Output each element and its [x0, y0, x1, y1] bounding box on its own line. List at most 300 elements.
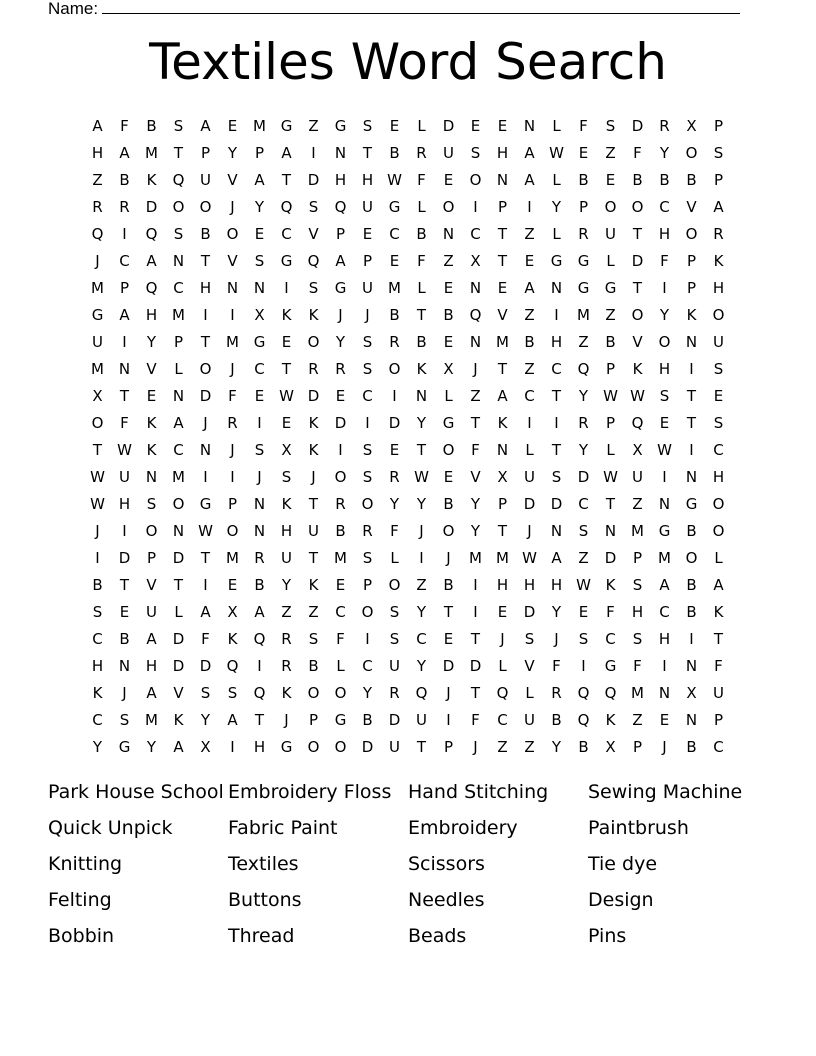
- grid-letter: T: [497, 252, 508, 270]
- grid-letter: W: [603, 387, 618, 405]
- grid-letter: X: [254, 306, 265, 324]
- grid-letter: R: [308, 360, 319, 378]
- grid-letter: C: [416, 630, 427, 648]
- word-list-item: Design: [588, 889, 654, 911]
- grid-letter: S: [362, 441, 373, 459]
- grid-letter: P: [605, 414, 616, 432]
- grid-letter: E: [146, 387, 157, 405]
- grid-letter: Z: [524, 738, 535, 756]
- grid-letter: H: [523, 576, 536, 594]
- grid-row: [84, 221, 732, 248]
- grid-letter: K: [308, 576, 319, 594]
- grid-letter: T: [308, 549, 319, 567]
- grid-letter: I: [473, 576, 478, 594]
- grid-row: [84, 518, 732, 545]
- grid-letter: U: [713, 684, 724, 702]
- grid-letter: O: [469, 171, 482, 189]
- grid-letter: Y: [578, 441, 589, 459]
- grid-letter: M: [334, 549, 347, 567]
- grid-letter: M: [496, 333, 509, 351]
- grid-letter: S: [92, 603, 103, 621]
- grid-letter: I: [95, 549, 100, 567]
- grid-letter: B: [686, 522, 697, 540]
- grid-letter: X: [632, 441, 643, 459]
- grid-letter: J: [554, 630, 559, 648]
- grid-letter: W: [117, 441, 132, 459]
- grid-letter: P: [443, 738, 454, 756]
- grid-letter: B: [659, 171, 670, 189]
- grid-letter: Q: [631, 414, 644, 432]
- grid-letter: Z: [605, 306, 616, 324]
- grid-letter: C: [92, 630, 103, 648]
- grid-letter: B: [578, 171, 589, 189]
- grid-letter: I: [311, 144, 316, 162]
- grid-letter: L: [552, 225, 561, 243]
- grid-letter: O: [172, 495, 185, 513]
- grid-letter: N: [172, 522, 185, 540]
- grid-letter: A: [713, 576, 724, 594]
- word-list-item: Park House School: [48, 781, 224, 803]
- grid-letter: L: [714, 549, 723, 567]
- grid-letter: K: [497, 414, 508, 432]
- grid-letter: K: [713, 603, 724, 621]
- grid-letter: K: [173, 711, 184, 729]
- grid-letter: R: [362, 522, 373, 540]
- grid-letter: U: [416, 711, 427, 729]
- grid-letter: F: [579, 117, 588, 135]
- grid-letter: T: [686, 414, 697, 432]
- grid-letter: A: [173, 414, 184, 432]
- grid-row: [84, 275, 732, 302]
- grid-letter: Z: [443, 252, 454, 270]
- grid-letter: Q: [145, 225, 158, 243]
- grid-letter: E: [443, 171, 454, 189]
- grid-letter: N: [442, 225, 455, 243]
- grid-letter: P: [362, 576, 373, 594]
- grid-letter: I: [527, 198, 532, 216]
- grid-letter: D: [307, 171, 320, 189]
- grid-letter: G: [334, 117, 347, 135]
- grid-letter: I: [230, 738, 235, 756]
- grid-letter: N: [172, 387, 185, 405]
- grid-letter: B: [200, 225, 211, 243]
- grid-letter: T: [470, 414, 481, 432]
- grid-letter: G: [334, 711, 347, 729]
- grid-letter: I: [365, 630, 370, 648]
- grid-letter: P: [578, 198, 589, 216]
- grid-letter: P: [146, 549, 157, 567]
- grid-letter: I: [203, 306, 208, 324]
- grid-letter: E: [659, 711, 670, 729]
- grid-row: [84, 464, 732, 491]
- grid-letter: Y: [389, 495, 400, 513]
- grid-letter: V: [173, 684, 184, 702]
- grid-letter: P: [200, 144, 211, 162]
- grid-letter: N: [685, 657, 698, 675]
- grid-letter: A: [119, 144, 130, 162]
- grid-letter: E: [443, 333, 454, 351]
- grid-letter: K: [281, 495, 292, 513]
- grid-letter: Y: [551, 603, 562, 621]
- grid-letter: C: [92, 711, 103, 729]
- grid-letter: M: [469, 549, 482, 567]
- grid-letter: V: [146, 576, 157, 594]
- grid-letter: M: [226, 549, 239, 567]
- grid-letter: Q: [226, 657, 239, 675]
- grid-letter: R: [254, 549, 265, 567]
- grid-letter: B: [146, 117, 157, 135]
- grid-letter: J: [662, 738, 667, 756]
- grid-letter: M: [172, 468, 185, 486]
- grid-letter: O: [145, 522, 158, 540]
- grid-letter: I: [257, 657, 262, 675]
- grid-letter: F: [417, 252, 426, 270]
- grid-letter: A: [281, 144, 292, 162]
- grid-letter: G: [253, 333, 266, 351]
- grid-letter: O: [172, 198, 185, 216]
- grid-letter: N: [685, 468, 698, 486]
- grid-letter: B: [119, 171, 130, 189]
- grid-letter: B: [686, 576, 697, 594]
- grid-letter: H: [631, 603, 644, 621]
- grid-letter: Y: [362, 684, 373, 702]
- grid-letter: Z: [416, 576, 427, 594]
- grid-letter: I: [689, 360, 694, 378]
- grid-letter: L: [417, 198, 426, 216]
- word-list-item: Scissors: [408, 853, 485, 875]
- grid-letter: H: [334, 171, 347, 189]
- grid-letter: E: [605, 171, 616, 189]
- grid-letter: H: [658, 630, 671, 648]
- grid-letter: P: [686, 279, 697, 297]
- grid-letter: M: [145, 711, 158, 729]
- grid-letter: B: [389, 306, 400, 324]
- word-list-item: Tie dye: [588, 853, 658, 875]
- grid-row: [84, 491, 732, 518]
- grid-letter: K: [146, 441, 157, 459]
- grid-letter: P: [308, 711, 319, 729]
- grid-letter: E: [254, 387, 265, 405]
- grid-letter: N: [604, 522, 617, 540]
- grid-letter: S: [173, 117, 184, 135]
- grid-letter: Z: [470, 387, 481, 405]
- grid-letter: B: [362, 711, 373, 729]
- grid-letter: T: [308, 495, 319, 513]
- grid-letter: R: [659, 117, 670, 135]
- grid-letter: R: [335, 360, 346, 378]
- word-list-item: Pins: [588, 925, 627, 947]
- grid-letter: N: [145, 468, 158, 486]
- grid-letter: U: [389, 738, 400, 756]
- grid-letter: O: [91, 414, 104, 432]
- grid-letter: D: [388, 414, 401, 432]
- grid-letter: H: [91, 144, 104, 162]
- word-list-item: Thread: [228, 925, 295, 947]
- grid-letter: J: [446, 549, 451, 567]
- grid-letter: A: [497, 387, 508, 405]
- grid-letter: Z: [92, 171, 103, 189]
- grid-letter: I: [203, 468, 208, 486]
- grid-letter: E: [389, 117, 400, 135]
- grid-letter: V: [470, 468, 481, 486]
- grid-letter: J: [473, 738, 478, 756]
- grid-letter: D: [307, 387, 320, 405]
- grid-letter: A: [200, 117, 211, 135]
- grid-letter: W: [279, 387, 294, 405]
- grid-letter: N: [685, 711, 698, 729]
- grid-letter: F: [201, 630, 210, 648]
- grid-letter: T: [200, 333, 211, 351]
- page-title: Textiles Word Search: [149, 33, 667, 91]
- grid-row: [84, 653, 732, 680]
- grid-letter: I: [662, 657, 667, 675]
- grid-letter: F: [471, 711, 480, 729]
- name-underline: [102, 0, 740, 14]
- grid-letter: C: [713, 441, 724, 459]
- grid-letter: Y: [416, 657, 427, 675]
- grid-letter: A: [524, 171, 535, 189]
- grid-letter: U: [605, 225, 616, 243]
- grid-letter: A: [551, 549, 562, 567]
- grid-letter: U: [362, 198, 373, 216]
- grid-letter: V: [686, 198, 697, 216]
- grid-letter: S: [200, 684, 211, 702]
- grid-letter: U: [308, 522, 319, 540]
- grid-letter: P: [227, 495, 238, 513]
- grid-letter: M: [172, 306, 185, 324]
- grid-row: [84, 599, 732, 626]
- grid-letter: I: [419, 549, 424, 567]
- grid-letter: E: [281, 414, 292, 432]
- grid-letter: T: [470, 630, 481, 648]
- grid-letter: Y: [659, 144, 670, 162]
- grid-letter: G: [280, 738, 293, 756]
- grid-letter: B: [686, 738, 697, 756]
- grid-letter: Y: [416, 603, 427, 621]
- grid-letter: T: [551, 387, 562, 405]
- grid-row: [84, 302, 732, 329]
- grid-letter: I: [554, 414, 559, 432]
- grid-letter: X: [686, 117, 697, 135]
- grid-letter: O: [334, 738, 347, 756]
- grid-letter: B: [92, 576, 103, 594]
- grid-letter: C: [362, 657, 373, 675]
- grid-letter: X: [281, 441, 292, 459]
- grid-letter: D: [631, 117, 644, 135]
- word-list-item: Needles: [408, 889, 485, 911]
- grid-letter: L: [417, 117, 426, 135]
- grid-letter: I: [284, 279, 289, 297]
- grid-row: [84, 410, 732, 437]
- grid-letter: T: [119, 576, 130, 594]
- grid-letter: I: [689, 630, 694, 648]
- grid-letter: Z: [308, 117, 319, 135]
- grid-letter: E: [470, 117, 481, 135]
- grid-letter: B: [308, 657, 319, 675]
- grid-letter: T: [281, 171, 292, 189]
- grid-letter: S: [659, 387, 670, 405]
- grid-letter: C: [524, 387, 535, 405]
- grid-letter: X: [470, 252, 481, 270]
- grid-letter: B: [416, 225, 427, 243]
- word-list: [48, 776, 788, 956]
- grid-letter: T: [200, 252, 211, 270]
- grid-letter: D: [523, 603, 536, 621]
- word-list-item: Textiles: [228, 853, 299, 875]
- grid-letter: S: [524, 630, 535, 648]
- grid-letter: J: [311, 468, 316, 486]
- grid-letter: G: [91, 306, 104, 324]
- grid-letter: I: [338, 441, 343, 459]
- grid-letter: J: [527, 522, 532, 540]
- word-list-item: Beads: [408, 925, 467, 947]
- grid-letter: B: [119, 630, 130, 648]
- grid-letter: C: [362, 387, 373, 405]
- grid-letter: E: [713, 387, 724, 405]
- grid-letter: O: [685, 549, 698, 567]
- grid-letter: P: [497, 495, 508, 513]
- grid-letter: U: [362, 279, 373, 297]
- grid-letter: S: [713, 144, 724, 162]
- grid-letter: E: [578, 144, 589, 162]
- grid-letter: Q: [604, 684, 617, 702]
- grid-letter: U: [119, 468, 130, 486]
- grid-letter: E: [227, 576, 238, 594]
- grid-letter: J: [446, 684, 451, 702]
- grid-letter: C: [173, 279, 184, 297]
- grid-letter: O: [388, 360, 401, 378]
- grid-letter: Z: [632, 711, 643, 729]
- grid-letter: L: [606, 252, 615, 270]
- grid-letter: X: [686, 684, 697, 702]
- grid-letter: T: [632, 279, 643, 297]
- grid-letter: B: [443, 306, 454, 324]
- grid-letter: J: [473, 360, 478, 378]
- grid-letter: I: [527, 414, 532, 432]
- grid-letter: L: [336, 657, 345, 675]
- grid-letter: V: [227, 252, 238, 270]
- grid-letter: F: [552, 657, 561, 675]
- grid-letter: T: [605, 495, 616, 513]
- grid-letter: I: [689, 441, 694, 459]
- grid-letter: W: [198, 522, 213, 540]
- grid-letter: A: [200, 603, 211, 621]
- grid-letter: B: [416, 333, 427, 351]
- grid-letter: U: [281, 549, 292, 567]
- grid-letter: W: [387, 171, 402, 189]
- grid-row: [84, 167, 732, 194]
- grid-letter: B: [686, 171, 697, 189]
- grid-letter: T: [173, 144, 184, 162]
- grid-letter: F: [633, 144, 642, 162]
- grid-letter: K: [281, 684, 292, 702]
- grid-letter: J: [95, 522, 100, 540]
- grid-letter: Y: [416, 495, 427, 513]
- grid-letter: V: [227, 171, 238, 189]
- grid-letter: G: [577, 252, 590, 270]
- grid-letter: O: [361, 603, 374, 621]
- grid-letter: E: [254, 225, 265, 243]
- grid-letter: Y: [578, 387, 589, 405]
- grid-letter: T: [416, 738, 427, 756]
- grid-letter: B: [335, 522, 346, 540]
- grid-letter: E: [443, 630, 454, 648]
- grid-letter: W: [90, 468, 105, 486]
- grid-letter: I: [122, 333, 127, 351]
- grid-letter: O: [631, 198, 644, 216]
- grid-letter: A: [146, 684, 157, 702]
- grid-letter: T: [497, 360, 508, 378]
- grid-letter: U: [92, 333, 103, 351]
- grid-letter: U: [524, 711, 535, 729]
- grid-letter: G: [199, 495, 212, 513]
- grid-letter: Q: [415, 684, 428, 702]
- grid-letter: H: [712, 279, 725, 297]
- word-list-item: Embroidery: [408, 817, 518, 839]
- grid-letter: S: [308, 279, 319, 297]
- grid-letter: P: [497, 198, 508, 216]
- grid-letter: D: [172, 630, 185, 648]
- grid-letter: S: [713, 414, 724, 432]
- grid-letter: S: [605, 117, 616, 135]
- grid-letter: R: [281, 657, 292, 675]
- grid-letter: B: [578, 738, 589, 756]
- grid-letter: X: [227, 603, 238, 621]
- grid-letter: T: [281, 360, 292, 378]
- grid-letter: W: [522, 549, 537, 567]
- grid-letter: Q: [253, 684, 266, 702]
- grid-letter: M: [658, 549, 671, 567]
- grid-letter: G: [658, 522, 671, 540]
- grid-letter: S: [632, 576, 643, 594]
- grid-row: [84, 626, 732, 653]
- grid-letter: C: [281, 225, 292, 243]
- grid-letter: C: [659, 198, 670, 216]
- grid-letter: A: [524, 144, 535, 162]
- grid-letter: I: [392, 387, 397, 405]
- grid-letter: N: [550, 522, 563, 540]
- grid-letter: Q: [577, 711, 590, 729]
- word-list-item: Paintbrush: [588, 817, 689, 839]
- grid-letter: P: [119, 279, 130, 297]
- grid-letter: S: [578, 522, 589, 540]
- grid-letter: S: [362, 333, 373, 351]
- grid-letter: Y: [551, 738, 562, 756]
- grid-letter: N: [550, 279, 563, 297]
- grid-letter: C: [119, 252, 130, 270]
- grid-letter: D: [145, 198, 158, 216]
- grid-letter: Y: [200, 711, 211, 729]
- grid-letter: R: [416, 144, 427, 162]
- grid-letter: W: [576, 576, 591, 594]
- grid-letter: J: [419, 522, 424, 540]
- grid-letter: V: [497, 306, 508, 324]
- grid-letter: G: [604, 657, 617, 675]
- grid-letter: T: [497, 225, 508, 243]
- grid-letter: Y: [470, 522, 481, 540]
- grid-letter: T: [416, 441, 427, 459]
- grid-letter: T: [551, 441, 562, 459]
- grid-letter: N: [469, 279, 482, 297]
- grid-letter: S: [713, 360, 724, 378]
- name-label: Name:: [48, 0, 99, 18]
- grid-letter: G: [685, 495, 698, 513]
- grid-letter: K: [686, 306, 697, 324]
- grid-letter: H: [253, 738, 266, 756]
- grid-letter: K: [308, 414, 319, 432]
- grid-letter: L: [498, 657, 507, 675]
- grid-letter: M: [631, 684, 644, 702]
